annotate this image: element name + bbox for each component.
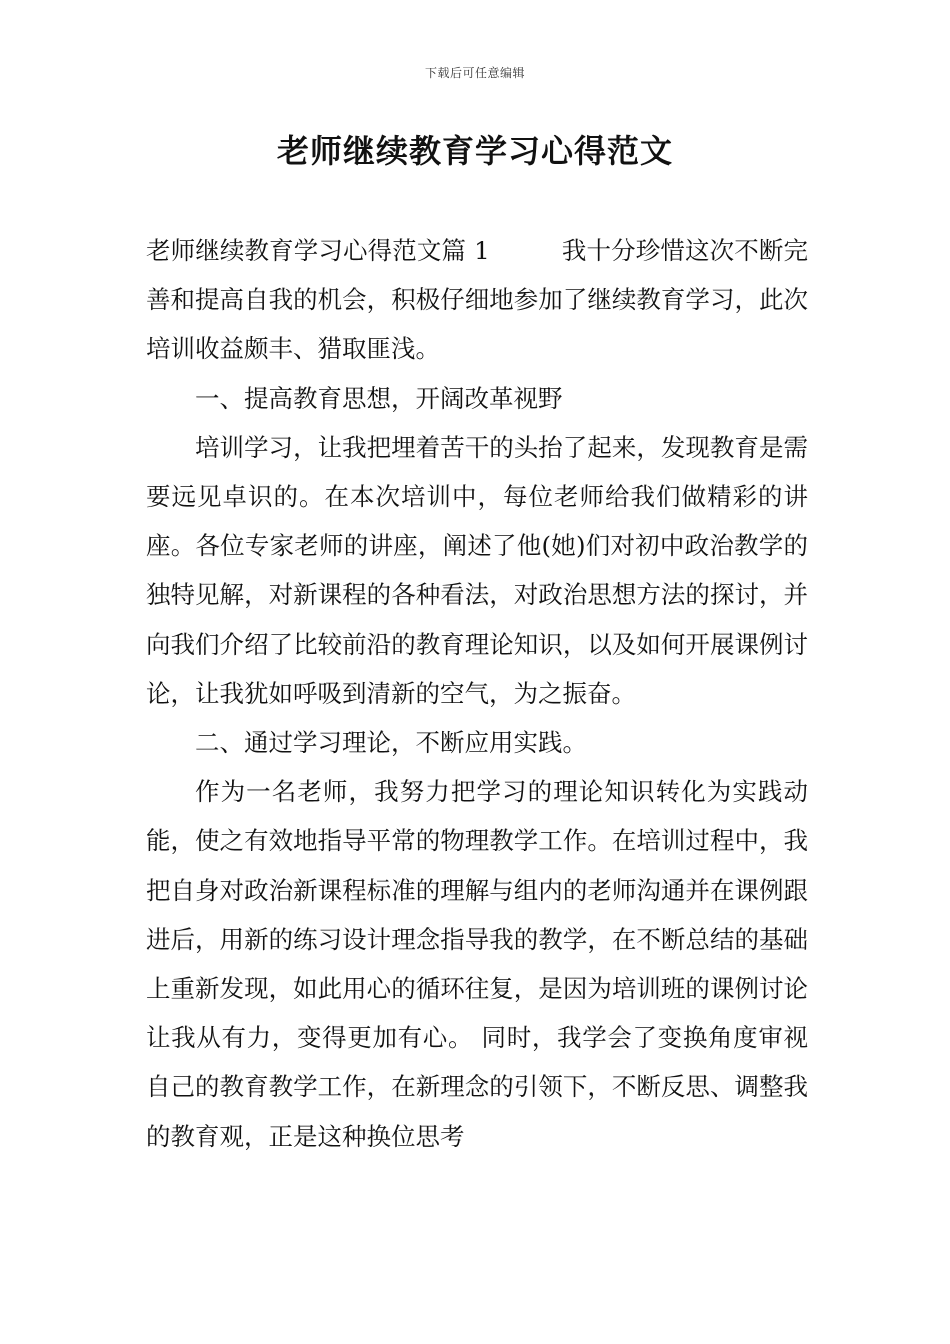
- section1-paragraph: 培训学习，让我把埋着苦干的头抬了起来，发现教育是需要远见卓识的。在本次培训中，每位老师给我们做精彩的讲座。各位专家老师的讲座，阐述了他(她)们对初中政治教学的独特见解，对新课程的各种看法，对政治思想方法的探讨，并向我们介绍了比较前沿的教育理论知识，以及如何开展课例讨论，让我犹如呼吸到清新的空气，为之振奋。: [146, 432, 808, 708]
- document-title: 老师继续教育学习心得范文: [276, 132, 673, 170]
- section2-heading: 二、通过学习理论，不断应用实践。: [195, 728, 587, 758]
- header-note: 下载后可任意编辑: [424, 66, 525, 80]
- section1-heading: 一、提高教育思想，开阔改革视野: [195, 383, 563, 413]
- intro-paragraph: [146, 226, 808, 374]
- document-body: [146, 226, 808, 1161]
- intro-text: 我十分珍惜这次不断完善和提高自我的机会，积极仔细地参加了继续教育学习，此次培训收益颇丰、猎取匪浅。: [146, 236, 809, 364]
- section2-paragraph: 作为一名老师，我努力把学习的理论知识转化为实践动能，使之有效地指导平常的物理教学工作。在培训过程中，我把自身对政治新课程标准的理解与组内的老师沟通并在课例跟进后，用新的练习设计理念指导我的教学，在不断总结的基础上重新发现，如此用心的循环往复，是因为培训班的课例讨论让我从有力，变得更加有心。 同时，我学会了变换角度审视自己的教育教学工作，在新理念的引领下，不断反思、调整我的教育观，正是这种换位思考: [146, 777, 808, 1151]
- intro-heading: 老师继续教育学习心得范文篇 1: [146, 236, 490, 265]
